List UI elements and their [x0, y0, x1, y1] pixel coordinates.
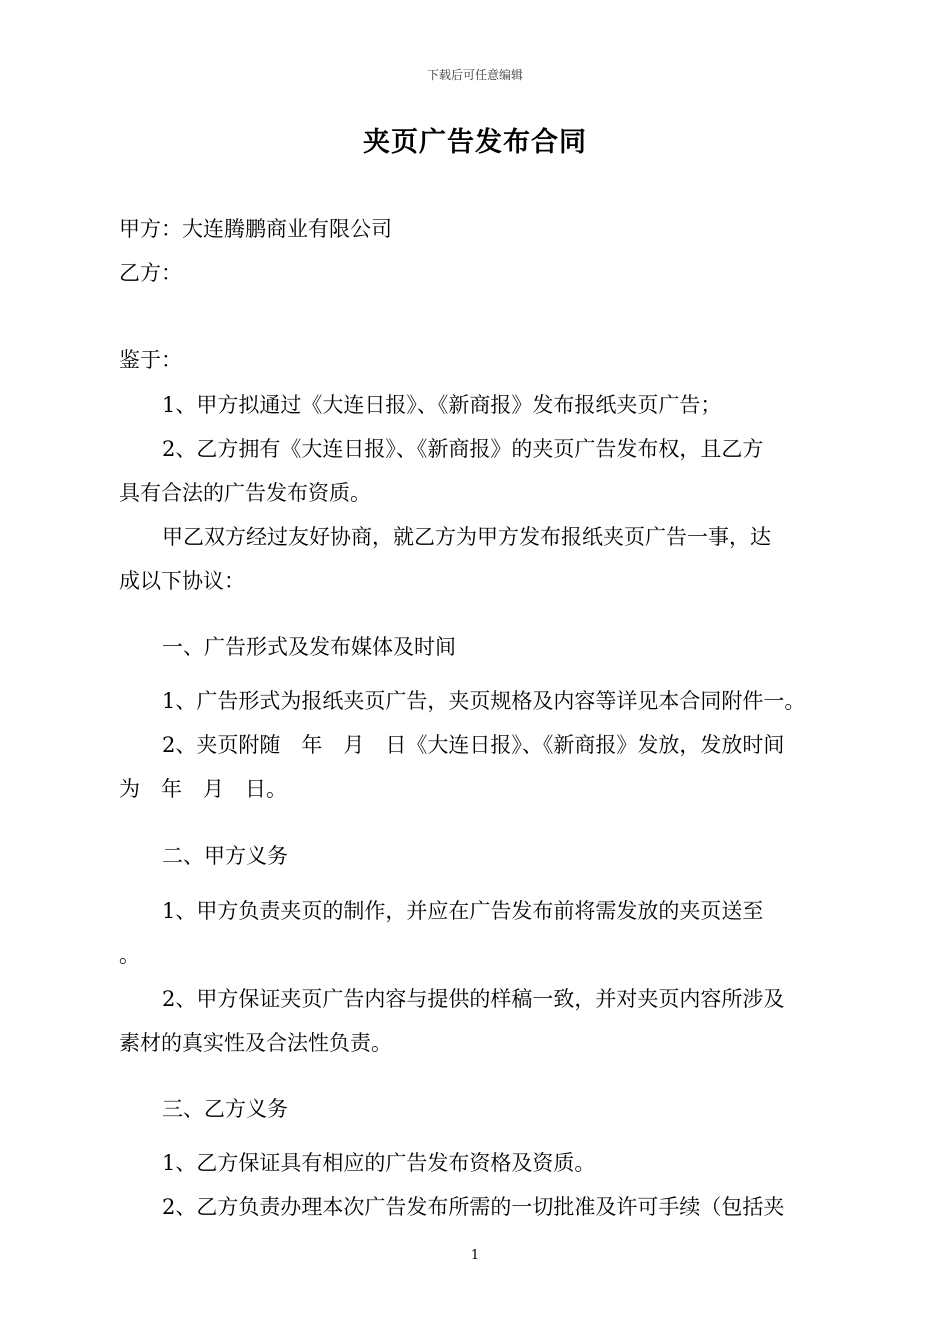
document-title: 夹页广告发布合同 — [363, 127, 587, 158]
section-1-item-2-line-2: 为 年 月 日。 — [119, 777, 287, 801]
section-3-heading: 三、乙方义务 — [162, 1097, 288, 1121]
party-b-line: 乙方： — [119, 261, 182, 285]
section-2-heading: 二、甲方义务 — [162, 844, 288, 868]
agreement-line-1: 甲乙双方经过友好协商，就乙方为甲方发布报纸夹页广告一事，达 — [162, 525, 771, 549]
whereas-item-2-line-1: 2、乙方拥有《大连日报》、《新商报》的夹页广告发布权，且乙方 — [162, 437, 764, 461]
section-2-item-1-line-1: 1、甲方负责夹页的制作，并应在广告发布前将需发放的夹页送至 — [162, 899, 764, 923]
whereas-heading: 鉴于： — [119, 348, 182, 372]
whereas-item-2-line-2: 具有合法的广告发布资质。 — [119, 481, 371, 505]
section-2-item-2-line-1: 2、甲方保证夹页广告内容与提供的样稿一致，并对夹页内容所涉及 — [162, 987, 785, 1011]
agreement-line-2: 成以下协议： — [119, 569, 245, 593]
party-a-line: 甲方：大连腾鹏商业有限公司 — [119, 217, 392, 241]
section-2-item-1-line-2: 。 — [119, 943, 140, 967]
whereas-item-1: 1、甲方拟通过《大连日报》、《新商报》发布报纸夹页广告； — [162, 393, 722, 417]
header-note: 下载后可任意编辑 — [426, 68, 523, 82]
section-1-heading: 一、广告形式及发布媒体及时间 — [162, 635, 456, 659]
page-number: 1 — [470, 1248, 480, 1263]
section-3-item-1: 1、乙方保证具有相应的广告发布资格及资质。 — [162, 1151, 596, 1175]
section-3-item-2-line-1: 2、乙方负责办理本次广告发布所需的一切批准及许可手续（包括夹 — [162, 1195, 785, 1219]
section-1-item-2-line-1: 2、夹页附随 年 月 日《大连日报》、《新商报》发放，发放时间 — [162, 733, 785, 757]
section-1-item-1: 1、广告形式为报纸夹页广告，夹页规格及内容等详见本合同附件一。 — [162, 689, 806, 713]
section-2-item-2-line-2: 素材的真实性及合法性负责。 — [119, 1031, 392, 1055]
